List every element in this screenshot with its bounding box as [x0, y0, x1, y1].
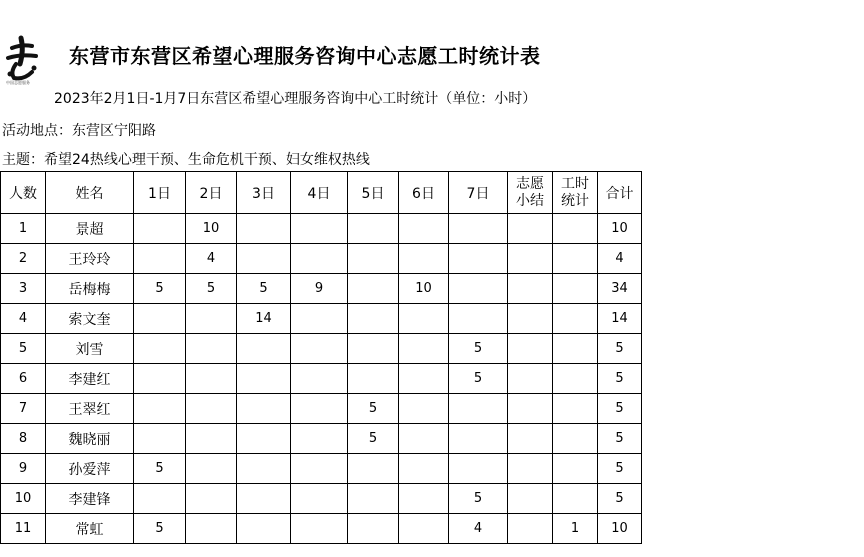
hours-cell: 5 [348, 394, 399, 424]
column-header: 姓名 [46, 172, 134, 214]
activity-location: 活动地点：东营区宁阳路 [2, 123, 156, 139]
name-cell: 王翠红 [46, 394, 134, 424]
hours-cell [553, 484, 598, 514]
column-header: 2日 [186, 172, 237, 214]
hours-cell: 1 [553, 514, 598, 544]
hours-cell: 5 [134, 274, 186, 304]
hours-cell [399, 244, 449, 274]
hours-cell: 5 [598, 334, 642, 364]
hours-cell [237, 334, 291, 364]
index-cell: 9 [1, 454, 46, 484]
hours-cell [134, 364, 186, 394]
name-cell: 王玲玲 [46, 244, 134, 274]
page-title: 东营市东营区希望心理服务咨询中心志愿工时统计表 [69, 44, 541, 68]
index-cell: 7 [1, 394, 46, 424]
hours-cell [508, 454, 553, 484]
hours-cell [237, 484, 291, 514]
column-header: 合计 [598, 172, 642, 214]
table-row [1, 214, 642, 244]
index-cell: 1 [1, 214, 46, 244]
index-cell: 5 [1, 334, 46, 364]
hours-cell [291, 304, 348, 334]
hours-cell: 5 [449, 484, 508, 514]
hours-cell [291, 334, 348, 364]
hours-cell [186, 334, 237, 364]
hours-cell [508, 244, 553, 274]
name-cell: 李建锋 [46, 484, 134, 514]
hours-cell [399, 454, 449, 484]
hours-cell: 14 [237, 304, 291, 334]
hours-cell [237, 364, 291, 394]
column-header: 工时 统计 [553, 172, 598, 214]
table-row [1, 274, 642, 304]
hours-cell: 10 [598, 514, 642, 544]
hours-cell [237, 424, 291, 454]
hours-cell [237, 514, 291, 544]
column-header: 人数 [1, 172, 46, 214]
hours-cell [553, 394, 598, 424]
hours-cell: 5 [598, 484, 642, 514]
hours-cell [508, 274, 553, 304]
hours-cell: 5 [134, 454, 186, 484]
hours-cell [508, 364, 553, 394]
hours-cell [399, 394, 449, 424]
hours-cell [508, 484, 553, 514]
hours-cell [134, 484, 186, 514]
index-cell: 11 [1, 514, 46, 544]
hours-cell [508, 334, 553, 364]
hours-cell [134, 304, 186, 334]
hours-cell: 10 [598, 214, 642, 244]
hours-cell [348, 214, 399, 244]
hours-cell [399, 514, 449, 544]
hours-cell [186, 394, 237, 424]
hours-cell [291, 364, 348, 394]
table-row [1, 514, 642, 544]
hours-cell: 5 [598, 424, 642, 454]
name-cell: 魏晓丽 [46, 424, 134, 454]
name-cell: 索文奎 [46, 304, 134, 334]
hours-cell [291, 214, 348, 244]
hours-cell [186, 514, 237, 544]
index-cell: 4 [1, 304, 46, 334]
hours-cell: 34 [598, 274, 642, 304]
hours-cell: 5 [186, 274, 237, 304]
hours-cell: 10 [186, 214, 237, 244]
hours-cell [291, 394, 348, 424]
hours-cell [186, 304, 237, 334]
hours-cell [348, 514, 399, 544]
index-cell: 2 [1, 244, 46, 274]
hours-cell: 4 [449, 514, 508, 544]
hours-cell [449, 274, 508, 304]
hours-cell [553, 334, 598, 364]
hours-cell [291, 424, 348, 454]
activity-theme: 主题：希望24热线心理干预、生命危机干预、妇女维权热线 [2, 152, 370, 168]
hours-cell [348, 304, 399, 334]
table-header-row [1, 172, 642, 214]
hours-cell [449, 304, 508, 334]
hours-cell [237, 394, 291, 424]
table-row [1, 334, 642, 364]
index-cell: 10 [1, 484, 46, 514]
hours-cell [237, 214, 291, 244]
hours-cell: 5 [449, 364, 508, 394]
index-cell: 6 [1, 364, 46, 394]
index-cell: 3 [1, 274, 46, 304]
hours-cell [449, 214, 508, 244]
name-cell: 常虹 [46, 514, 134, 544]
hours-cell [134, 394, 186, 424]
table-row [1, 454, 642, 484]
hours-cell: 14 [598, 304, 642, 334]
hours-cell [553, 244, 598, 274]
hours-cell [399, 304, 449, 334]
table-row [1, 484, 642, 514]
name-cell: 孙爱萍 [46, 454, 134, 484]
hours-cell: 10 [399, 274, 449, 304]
hours-cell [237, 244, 291, 274]
hours-cell [348, 274, 399, 304]
column-header: 5日 [348, 172, 399, 214]
hours-cell [449, 394, 508, 424]
column-header: 7日 [449, 172, 508, 214]
hours-cell: 4 [186, 244, 237, 274]
hours-cell [186, 484, 237, 514]
hours-cell [291, 244, 348, 274]
hours-cell [134, 424, 186, 454]
hours-cell [553, 304, 598, 334]
hours-cell [508, 424, 553, 454]
hours-cell: 5 [348, 424, 399, 454]
hours-cell [553, 454, 598, 484]
logo-caption: 中国志愿服务 [6, 80, 30, 85]
table-row [1, 394, 642, 424]
column-header: 4日 [291, 172, 348, 214]
table-row [1, 424, 642, 454]
hours-cell [399, 484, 449, 514]
hours-cell: 5 [237, 274, 291, 304]
hours-cell [291, 514, 348, 544]
hours-cell: 5 [598, 394, 642, 424]
hours-cell [291, 454, 348, 484]
hours-cell [553, 364, 598, 394]
hours-cell: 9 [291, 274, 348, 304]
hours-cell: 5 [134, 514, 186, 544]
hours-cell [134, 214, 186, 244]
hours-cell [449, 454, 508, 484]
name-cell: 岳梅梅 [46, 274, 134, 304]
hours-cell [399, 424, 449, 454]
hours-cell: 5 [598, 454, 642, 484]
name-cell: 李建红 [46, 364, 134, 394]
hours-cell [348, 454, 399, 484]
hours-cell [399, 334, 449, 364]
hours-cell [553, 214, 598, 244]
column-header: 1日 [134, 172, 186, 214]
hours-cell [134, 244, 186, 274]
hours-cell [508, 394, 553, 424]
name-cell: 景超 [46, 214, 134, 244]
hours-cell [348, 244, 399, 274]
hours-cell [134, 334, 186, 364]
hours-cell: 5 [598, 364, 642, 394]
hours-cell [186, 454, 237, 484]
name-cell: 刘雪 [46, 334, 134, 364]
hours-cell [348, 484, 399, 514]
hours-cell [449, 424, 508, 454]
index-cell: 8 [1, 424, 46, 454]
table-row [1, 364, 642, 394]
table-row [1, 244, 642, 274]
hours-cell [186, 424, 237, 454]
hours-cell [237, 454, 291, 484]
hours-cell [348, 364, 399, 394]
hours-cell [553, 424, 598, 454]
page-subtitle: 2023年2月1日-1月7日东营区希望心理服务咨询中心工时统计（单位：小时） [54, 91, 537, 107]
hours-cell [508, 304, 553, 334]
hours-cell: 5 [449, 334, 508, 364]
table-row [1, 304, 642, 334]
hours-cell [399, 214, 449, 244]
column-header: 6日 [399, 172, 449, 214]
hours-cell [186, 364, 237, 394]
hours-cell: 4 [598, 244, 642, 274]
hours-cell [399, 364, 449, 394]
hours-cell [553, 274, 598, 304]
column-header: 3日 [237, 172, 291, 214]
column-header: 志愿 小结 [508, 172, 553, 214]
hours-cell [449, 244, 508, 274]
hours-cell [508, 514, 553, 544]
hours-table [0, 171, 642, 544]
hours-cell [348, 334, 399, 364]
hours-cell [291, 484, 348, 514]
hours-cell [508, 214, 553, 244]
